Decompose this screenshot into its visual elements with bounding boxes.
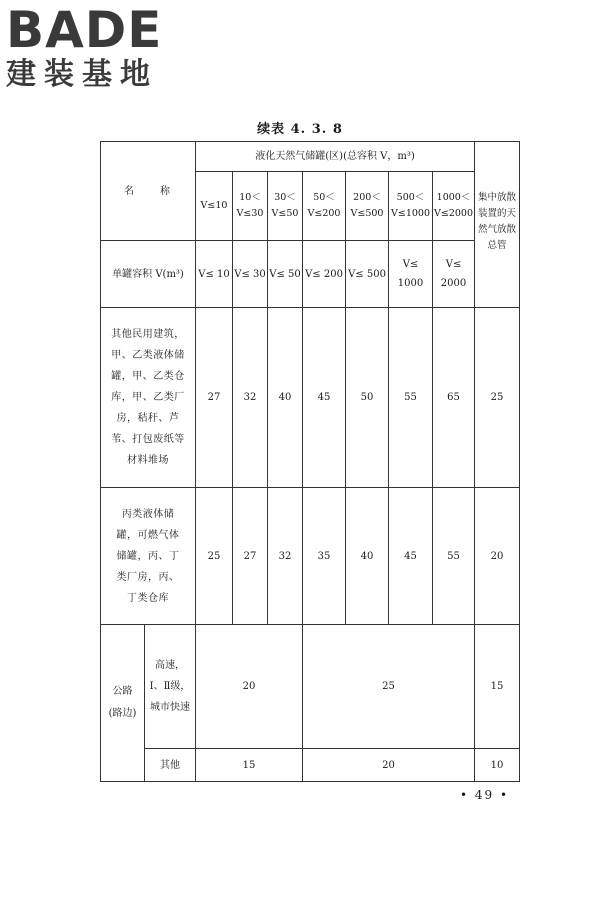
row1-value-4: 45 [303,308,346,488]
single-col-1: V≤ 10 [196,241,233,308]
row1-label [101,308,196,488]
highway-label-text: 高速，Ⅰ、Ⅱ级，城市快速 [149,660,191,713]
highway-label [145,625,196,749]
row2-value-1: 25 [196,488,233,625]
single-col-3: V≤ 50 [268,241,303,308]
row1-value-1: 27 [196,308,233,488]
row1-label-text: 其他民用建筑，甲、乙类液体储罐，甲、乙类仓库，甲、乙类厂房，秸秆、芦苇、打包废纸等材料堆场 [111,329,185,466]
vent-header-text: 集中放散装置的天然气放散总管 [478,192,517,252]
total-col-5: 200＜ V≤500 [346,172,389,241]
row2-label-text: 丙类液体储罐，可燃气体储罐，丙、丁类厂房，丙、丁类仓库 [116,508,180,604]
row1-value-3: 40 [268,308,303,488]
row2-value-4: 35 [303,488,346,625]
page-number: • 49 • [460,788,510,802]
logo [6,1,163,92]
table-caption: 续表 4. 3. 8 [257,122,343,137]
row2-value-6: 45 [389,488,433,625]
row2-vent: 20 [475,488,520,625]
total-col-7: 1000＜ V≤2000 [433,172,475,241]
spacing-table [100,141,520,782]
name-header: 名 称 [101,142,196,241]
total-col-3: 30＜ V≤50 [268,172,303,241]
row1-value-5: 50 [346,308,389,488]
other-small-value: 15 [196,749,303,782]
row2-label [101,488,196,625]
logo-text: BADE [6,1,163,59]
single-col-6: V≤ 1000 [389,241,433,308]
single-col-7: V≤ 2000 [433,241,475,308]
logo-subtitle: 建装基地 [6,57,158,92]
single-col-5: V≤ 500 [346,241,389,308]
group-header: 液化天然气储罐(区)(总容积 V，m³) [196,142,475,172]
row2-value-7: 55 [433,488,475,625]
row1-vent: 25 [475,308,520,488]
single-col-2: V≤ 30 [233,241,268,308]
total-col-2: 10＜ V≤30 [233,172,268,241]
vent-header [475,142,520,308]
total-col-1: V≤10 [196,172,233,241]
other-vent: 10 [475,749,520,782]
total-col-4: 50＜ V≤200 [303,172,346,241]
road-label [101,625,145,782]
single-tank-label: 单罐容积 V(m³) [101,241,196,308]
row2-value-5: 40 [346,488,389,625]
highway-small-value: 20 [196,625,303,749]
row1-value-2: 32 [233,308,268,488]
row1-value-6: 55 [389,308,433,488]
row2-value-3: 32 [268,488,303,625]
row2-value-2: 27 [233,488,268,625]
highway-vent: 15 [475,625,520,749]
row1-value-7: 65 [433,308,475,488]
other-road-label: 其他 [145,749,196,782]
single-col-4: V≤ 200 [303,241,346,308]
highway-large-value: 25 [303,625,475,749]
total-col-6: 500＜ V≤1000 [389,172,433,241]
road-label-text: 公路(路边) [108,686,137,719]
other-large-value: 20 [303,749,475,782]
